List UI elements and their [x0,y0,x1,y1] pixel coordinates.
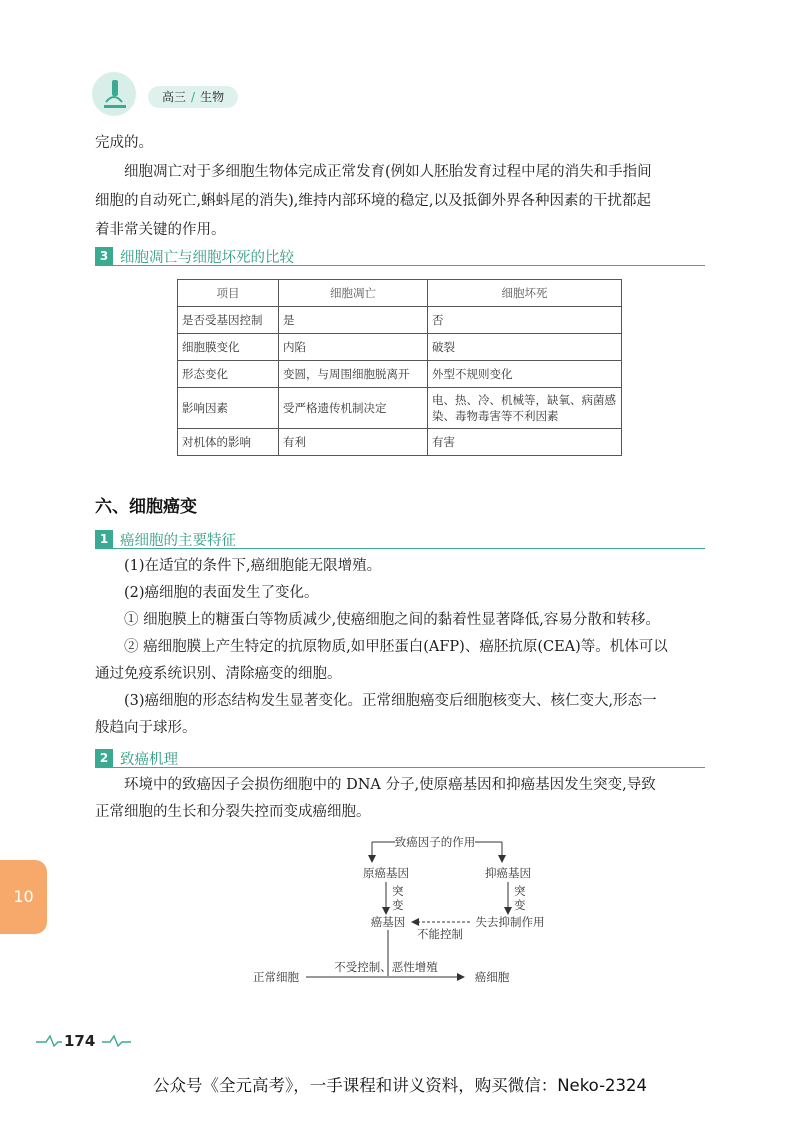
table-row [178,307,622,334]
section-title: 致癌机理 [120,751,178,768]
chapter-tab: 10 [0,860,47,934]
table-header-cell: 项目 [178,280,279,307]
table-cell: 细胞膜变化 [178,334,279,361]
table-cell: 有害 [428,429,622,456]
table-row [178,429,622,456]
section-number: 1 [95,530,113,548]
diagram-cancer-cell: 癌细胞 [474,970,510,984]
chapter-heading: 六、细胞癌变 [95,497,197,517]
paragraph-line: 细胞凋亡对于多细胞生物体完成正常发育(例如人胚胎发育过程中尾的消失和手指间 [124,164,652,180]
carcinogenesis-diagram [240,830,560,995]
diagram-cannot-control: 不能控制 [417,927,463,941]
paragraph-line: 完成的。 [95,135,153,151]
diagram-process-label: 不受控制、恶性增殖 [334,960,438,974]
diagram-proto-oncogene: 原癌基因 [363,866,409,880]
paragraph-line: ② 癌细胞膜上产生特定的抗原物质,如甲胚蛋白(AFP)、癌胚抗原(CEA)等。机体可以 [124,639,668,655]
header-grade: 高三 [162,90,187,104]
comparison-table [177,279,622,456]
paragraph-line: 细胞的自动死亡,蝌蚪尾的消失),维持内部环境的稳定,以及抵御外界各种因素的干扰都起 [95,193,651,209]
diagram-mutation-label: 突 [392,884,404,898]
table-cell: 有利 [279,429,428,456]
table-cell: 否 [428,307,622,334]
paragraph-line: 环境中的致癌因子会损伤细胞中的 DNA 分子,使原癌基因和抑癌基因发生突变,导致 [124,777,656,793]
table-cell: 内陷 [279,334,428,361]
page-number: 174 [64,1032,96,1050]
section-header [95,529,705,549]
table-cell: 外型不规则变化 [428,361,622,388]
table-header-cell: 细胞坏死 [428,280,622,307]
paragraph-line: 通过免疫系统识别、清除癌变的细胞。 [95,666,342,682]
table-cell: 变圆，与周围细胞脱离开 [279,361,428,388]
header-breadcrumb: 高三 / 生物 [148,86,238,108]
section-title: 癌细胞的主要特征 [120,532,236,549]
table-cell: 是否受基因控制 [178,307,279,334]
table-cell: 影响因素 [178,388,279,429]
diagram-lose-suppression: 失去抑制作用 [475,915,545,929]
table-cell: 对机体的影响 [178,429,279,456]
paragraph-line: 着非常关键的作用。 [95,222,226,238]
paragraph-line: ① 细胞膜上的糖蛋白等物质减少,使癌细胞之间的黏着性显著降低,容易分散和转移。 [124,612,660,628]
table-header-row [178,280,622,307]
diagram-top-label: 致癌因子的作用 [394,835,476,849]
paragraph-line: (2)癌细胞的表面发生了变化。 [124,585,319,601]
table-row [178,388,622,429]
diagram-mutation-label: 变 [514,898,526,912]
table-cell: 电、热、冷、机械等，缺氧、病菌感染、毒物毒害等不利因素 [428,388,622,429]
table-header-cell: 细胞凋亡 [279,280,428,307]
section-number: 3 [95,247,113,265]
table-cell: 受严格遗传机制决定 [279,388,428,429]
section-title: 细胞凋亡与细胞坏死的比较 [120,249,294,266]
paragraph-line: (3)癌细胞的形态结构发生显著变化。正常细胞癌变后细胞核变大、核仁变大,形态一 [124,693,657,709]
table-row [178,334,622,361]
header-subject: 生物 [200,90,225,104]
microscope-logo-icon [92,72,136,116]
footer-notice: 公众号《全元高考》，一手课程和讲义资料，购买微信：Neko-2324 [152,1076,648,1095]
table-row [178,361,622,388]
section-header [95,246,705,266]
diagram-oncogene: 癌基因 [370,915,406,929]
diagram-mutation-label: 变 [392,898,404,912]
diagram-tumor-suppressor: 抑癌基因 [485,866,531,880]
diagram-mutation-label: 突 [514,884,526,898]
paragraph-line: 正常细胞的生长和分裂失控而变成癌细胞。 [95,804,371,820]
table-cell: 是 [279,307,428,334]
table-cell: 形态变化 [178,361,279,388]
diagram-normal-cell: 正常细胞 [253,970,299,984]
paragraph-line: (1)在适宜的条件下,癌细胞能无限增殖。 [124,558,382,574]
table-cell: 破裂 [428,334,622,361]
paragraph-line: 般趋向于球形。 [95,720,197,736]
section-header [95,748,705,768]
section-number: 2 [95,749,113,767]
